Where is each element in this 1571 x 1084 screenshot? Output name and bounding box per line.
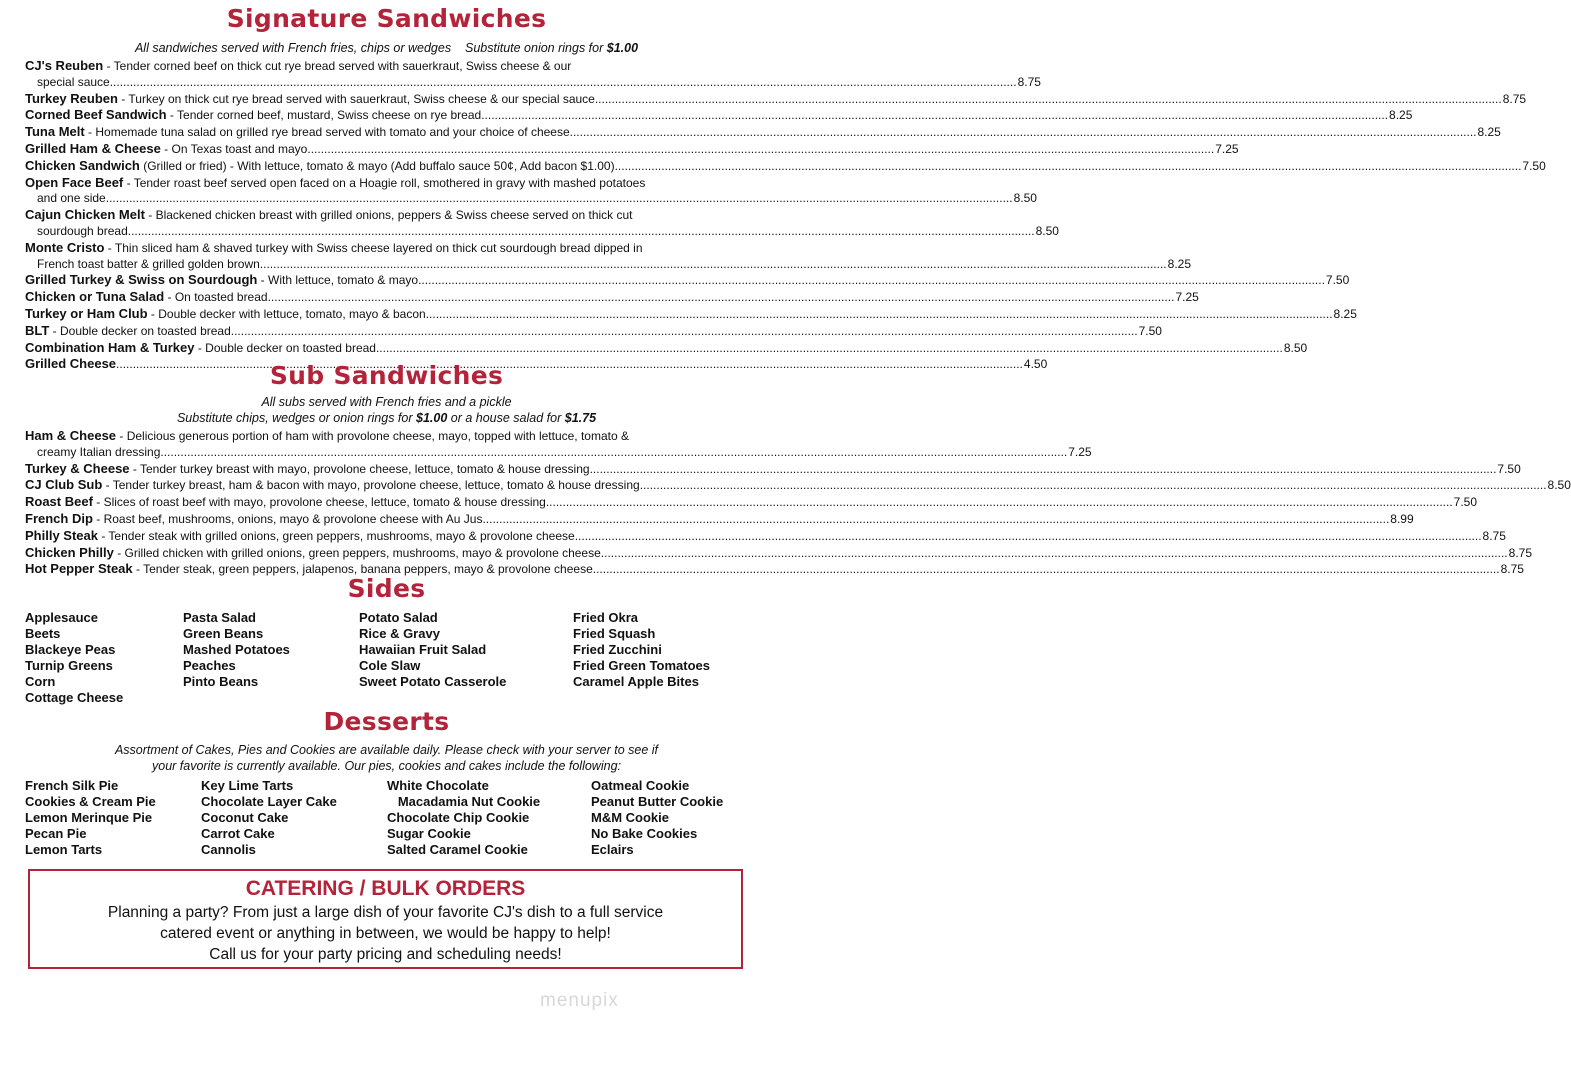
item-price: 7.50	[1453, 495, 1478, 510]
item-price: 4.50	[1023, 357, 1048, 372]
item-price: 7.50	[1497, 461, 1521, 476]
item-name: Grilled Turkey & Swiss on Sourdough	[25, 272, 258, 288]
item-desc: - Tender steak, green peppers, jalapenos, banana peppers, mayo & provolone cheese	[132, 562, 593, 577]
item-desc: - Turkey on thick cut rye bread served with sauerkraut, Swiss cheese & our special sauce	[117, 91, 595, 106]
item-price: 7.50	[1522, 158, 1546, 173]
item-leader	[481, 108, 1388, 124]
item-desc: - Tender turkey breast with mayo, provolone cheese, lettuce, tomato & house dressing	[129, 461, 590, 476]
column	[359, 610, 573, 706]
item-price: 7.50	[1138, 323, 1162, 338]
menu-item	[25, 322, 1162, 340]
item-desc: - Thin sliced ham & shaved turkey with Swiss cheese layered on thick cut sourdough bread dipped in	[104, 240, 643, 255]
catering-line-1: Planning a party? From just a large dish of your favorite CJ's dish to a full service	[107, 904, 664, 921]
item-name: Chicken or Tuna Salad	[25, 289, 165, 305]
column	[25, 778, 201, 858]
item-price: 7.25	[1215, 141, 1239, 156]
list-item: Turnip Greens	[25, 658, 113, 673]
item-price: 8.25	[1333, 306, 1357, 321]
list-item: Beets	[25, 626, 61, 641]
subs-note-2	[0, 410, 773, 426]
list-item: Cottage Cheese	[25, 690, 124, 705]
item-name: Turkey or Ham Club	[25, 305, 148, 321]
list-item: Fried Squash	[573, 626, 656, 641]
menu-item	[25, 90, 1527, 108]
item-desc: - Double decker on toasted bread	[194, 340, 376, 355]
column	[201, 778, 387, 858]
menu-item	[25, 107, 1413, 124]
catering-line-2: catered event or anything in between, we would be happy to help!	[160, 925, 611, 942]
item-name: BLT	[25, 322, 50, 338]
menu-item	[25, 527, 1506, 545]
list-item: Cookies & Cream Pie	[25, 794, 156, 809]
signature-note-b: Substitute onion rings for	[464, 41, 604, 55]
sides-title: Sides	[347, 574, 426, 603]
subs-title: Sub Sandwiches	[269, 361, 504, 390]
item-leader	[426, 307, 1333, 323]
item-price: 8.99	[1390, 511, 1414, 526]
list-item: M&M Cookie	[591, 810, 669, 825]
menu-item	[25, 124, 1501, 141]
subs-note-price-1: $1.00	[416, 411, 448, 425]
item-desc: - Delicious generous portion of ham with provolone cheese, mayo, topped with lettuce, tomato &	[116, 429, 629, 443]
list-item: French Silk Pie	[25, 778, 119, 793]
menu-item	[25, 58, 1041, 91]
item-name: Monte Cristo	[25, 239, 105, 255]
list-item: Coconut Cake	[201, 810, 289, 825]
desserts-title: Desserts	[323, 707, 450, 736]
column	[387, 778, 591, 858]
item-desc-cont: and one side	[37, 191, 106, 206]
list-item: Pinto Beans	[183, 674, 259, 689]
item-leader	[615, 159, 1522, 175]
item-name: Chicken Sandwich	[25, 157, 140, 173]
list-item: Corn	[25, 674, 56, 689]
list-item: Salted Caramel Cookie	[387, 842, 528, 857]
item-name: Ham & Cheese	[25, 428, 117, 443]
subs-note-1: All subs served with French fries and a pickle	[261, 395, 512, 409]
list-item: Rice & Gravy	[359, 626, 440, 641]
list-item: Potato Salad	[359, 610, 438, 625]
list-item: Peaches	[183, 658, 236, 673]
item-desc: - Tender corned beef, mustard, Swiss cheese on rye bread	[166, 108, 482, 123]
menu-item	[25, 239, 1191, 273]
list-item: Fried Zucchini	[573, 642, 662, 657]
menu-item	[25, 174, 1037, 208]
signature-note-a: All sandwiches served with French fries, chips or wedges	[134, 41, 452, 55]
catering-title: CATERING / BULK ORDERS	[245, 877, 526, 900]
list-item: Sugar Cookie	[387, 826, 471, 841]
item-leader	[128, 224, 1035, 238]
item-leader	[640, 478, 1547, 494]
item-desc-cont: sourdough bread	[37, 223, 128, 238]
item-desc: - Homemade tuna salad on grilled rye bread served with tomato and your choice of cheese	[84, 125, 570, 140]
signature-list	[25, 58, 1546, 373]
item-name: CJ's Reuben	[25, 58, 104, 73]
item-price: 8.50	[1035, 223, 1059, 238]
list-item: Fried Green Tomatoes	[573, 658, 711, 673]
signature-title: Signature Sandwiches	[226, 4, 547, 33]
item-desc: - Slices of roast beef with mayo, provolone cheese, lettuce, tomato & house dressing	[92, 495, 546, 510]
list-item: Macadamia Nut Cookie	[387, 794, 541, 809]
menu-item	[25, 289, 1199, 306]
desserts-grid	[25, 778, 751, 858]
list-item: Chocolate Chip Cookie	[387, 810, 530, 825]
item-name: Chicken Philly	[25, 544, 114, 560]
item-leader	[418, 273, 1325, 289]
subs-list	[25, 428, 1571, 578]
column	[25, 610, 183, 706]
item-desc: (Grilled or fried) - With lettuce, tomato & mayo (Add buffalo sauce 50¢, Add bacon $1.00)	[139, 158, 615, 173]
column	[573, 610, 743, 706]
item-name: Hot Pepper Steak	[25, 561, 133, 577]
item-name: Grilled Cheese	[25, 356, 117, 372]
menu-item	[25, 544, 1532, 562]
menu-item	[25, 428, 1092, 461]
item-desc: - Tender turkey breast, ham & bacon with mayo, provolone cheese, lettuce, tomato & house dressing	[102, 478, 640, 493]
item-price: 8.50	[1283, 340, 1308, 355]
desserts-note-2: your favorite is currently available. Our pies, cookies and cakes include the following:	[152, 759, 621, 773]
item-desc: - Double decker with lettuce, tomato, mayo & bacon	[147, 306, 426, 321]
list-item: Eclairs	[591, 842, 634, 857]
desserts-note-1: Assortment of Cakes, Pies and Cookies are available daily. Please check with your server to see if	[114, 743, 659, 757]
list-item: Pecan Pie	[25, 826, 87, 841]
menu-item	[25, 510, 1414, 528]
item-name: Roast Beef	[25, 494, 93, 510]
menu-item	[25, 140, 1239, 158]
item-desc: - Tender corned beef on thick cut rye bread served with sauerkraut, Swiss cheese & our	[103, 59, 572, 73]
item-desc: - With lettuce, tomato & mayo	[257, 273, 419, 288]
menu-item	[25, 305, 1357, 323]
item-leader	[110, 75, 1017, 89]
menu-item	[25, 157, 1546, 175]
item-desc: - On Texas toast and mayo	[160, 141, 308, 156]
subs-note-a: Substitute chips, wedges or onion rings for	[176, 411, 413, 425]
item-leader	[160, 445, 1067, 459]
item-desc: - Blackened chicken breast with grilled onions, peppers & Swiss cheese served on thick cut	[144, 208, 633, 223]
item-leader	[601, 546, 1508, 562]
item-name: Turkey Reuben	[25, 90, 118, 106]
list-item: Chocolate Layer Cake	[201, 794, 337, 809]
item-price: 8.25	[1389, 108, 1413, 123]
item-name: CJ Club Sub	[25, 477, 103, 493]
menu-item	[25, 494, 1478, 511]
item-price: 8.75	[1502, 91, 1527, 106]
item-price: 8.25	[1477, 125, 1501, 140]
column	[183, 610, 359, 706]
item-desc: - Grilled chicken with grilled onions, green peppers, mushrooms, mayo & provolone cheese	[113, 545, 601, 560]
menu-item	[25, 272, 1350, 289]
subs-note-price-2: $1.75	[564, 411, 597, 425]
item-desc-cont: special sauce	[37, 74, 110, 89]
item-price: 8.75	[1500, 562, 1524, 577]
item-name: Tuna Melt	[25, 124, 85, 140]
menu-item	[25, 460, 1521, 478]
list-item: Pasta Salad	[183, 610, 256, 625]
item-price: 8.50	[1547, 478, 1571, 493]
list-item: Blackeye Peas	[25, 642, 116, 657]
item-price: 7.25	[1175, 290, 1199, 305]
item-desc: - Roast beef, mushrooms, onions, mayo & provolone cheese with Au Jus	[92, 511, 483, 526]
list-item: Caramel Apple Bites	[573, 674, 699, 689]
item-leader	[106, 191, 1013, 205]
list-item: Mashed Potatoes	[183, 642, 290, 657]
item-name: Cajun Chicken Melt	[25, 207, 145, 223]
list-item: Cole Slaw	[359, 658, 421, 673]
watermark: menupix	[540, 990, 619, 1011]
item-leader	[590, 462, 1497, 478]
menu-item	[25, 477, 1571, 494]
item-name: Combination Ham & Turkey	[25, 339, 195, 355]
item-price: 7.25	[1068, 444, 1092, 459]
list-item: White Chocolate	[387, 778, 489, 793]
list-item: Peanut Butter Cookie	[591, 794, 724, 809]
menu-item	[25, 339, 1308, 357]
item-name: French Dip	[25, 510, 93, 526]
item-leader	[546, 495, 1453, 511]
item-leader	[575, 529, 1482, 545]
item-price: 7.50	[1325, 273, 1350, 288]
item-leader	[376, 341, 1283, 357]
item-desc-cont: creamy Italian dressing	[37, 444, 161, 459]
list-item: Applesauce	[25, 610, 98, 625]
item-price: 8.75	[1017, 74, 1041, 89]
list-item: Sweet Potato Casserole	[359, 674, 507, 689]
item-name: Open Face Beef	[25, 174, 124, 190]
list-item: Green Beans	[183, 626, 264, 641]
list-item: Lemon Merinque Pie	[25, 810, 153, 825]
item-desc: - Tender roast beef served open faced on a Hoagie roll, smothered in gravy with mashed potatoes	[123, 175, 646, 190]
item-leader	[595, 92, 1502, 108]
item-desc: - Tender steak with grilled onions, green peppers, mushrooms, mayo & provolone cheese	[97, 528, 575, 543]
list-item: Carrot Cake	[201, 826, 275, 841]
item-price: 8.75	[1508, 545, 1532, 560]
list-item: Lemon Tarts	[25, 842, 103, 857]
item-leader	[268, 290, 1175, 306]
item-leader	[307, 142, 1214, 158]
sides-grid	[25, 610, 743, 706]
item-price: 8.75	[1482, 528, 1506, 543]
item-desc: - On toasted bread	[164, 290, 268, 305]
item-leader	[482, 512, 1389, 528]
item-name: Grilled Ham & Cheese	[25, 140, 161, 156]
item-price: 8.25	[1167, 256, 1191, 271]
subs-note-b: or a house salad for	[450, 411, 562, 425]
catering-line-3: Call us for your party pricing and scheduling needs!	[209, 946, 562, 963]
item-name: Corned Beef Sandwich	[25, 107, 167, 123]
menu-item	[25, 207, 1059, 240]
list-item: No Bake Cookies	[591, 826, 698, 841]
list-item: Key Lime Tarts	[201, 778, 294, 793]
list-item: Oatmeal Cookie	[591, 778, 690, 793]
item-name: Turkey & Cheese	[25, 460, 130, 476]
item-desc-cont: French toast batter & grilled golden brown	[37, 256, 260, 271]
item-leader	[231, 324, 1138, 340]
item-leader	[260, 257, 1167, 271]
item-desc: - Double decker on toasted bread	[49, 323, 231, 338]
signature-note-price: $1.00	[606, 41, 639, 55]
list-item: Fried Okra	[573, 610, 639, 625]
item-name: Philly Steak	[25, 527, 98, 543]
item-leader	[570, 125, 1477, 141]
signature-note	[0, 40, 773, 56]
list-item: Cannolis	[201, 842, 256, 857]
list-item: Hawaiian Fruit Salad	[359, 642, 487, 657]
item-price: 8.50	[1013, 191, 1037, 206]
column	[591, 778, 751, 858]
catering-box	[28, 869, 743, 969]
